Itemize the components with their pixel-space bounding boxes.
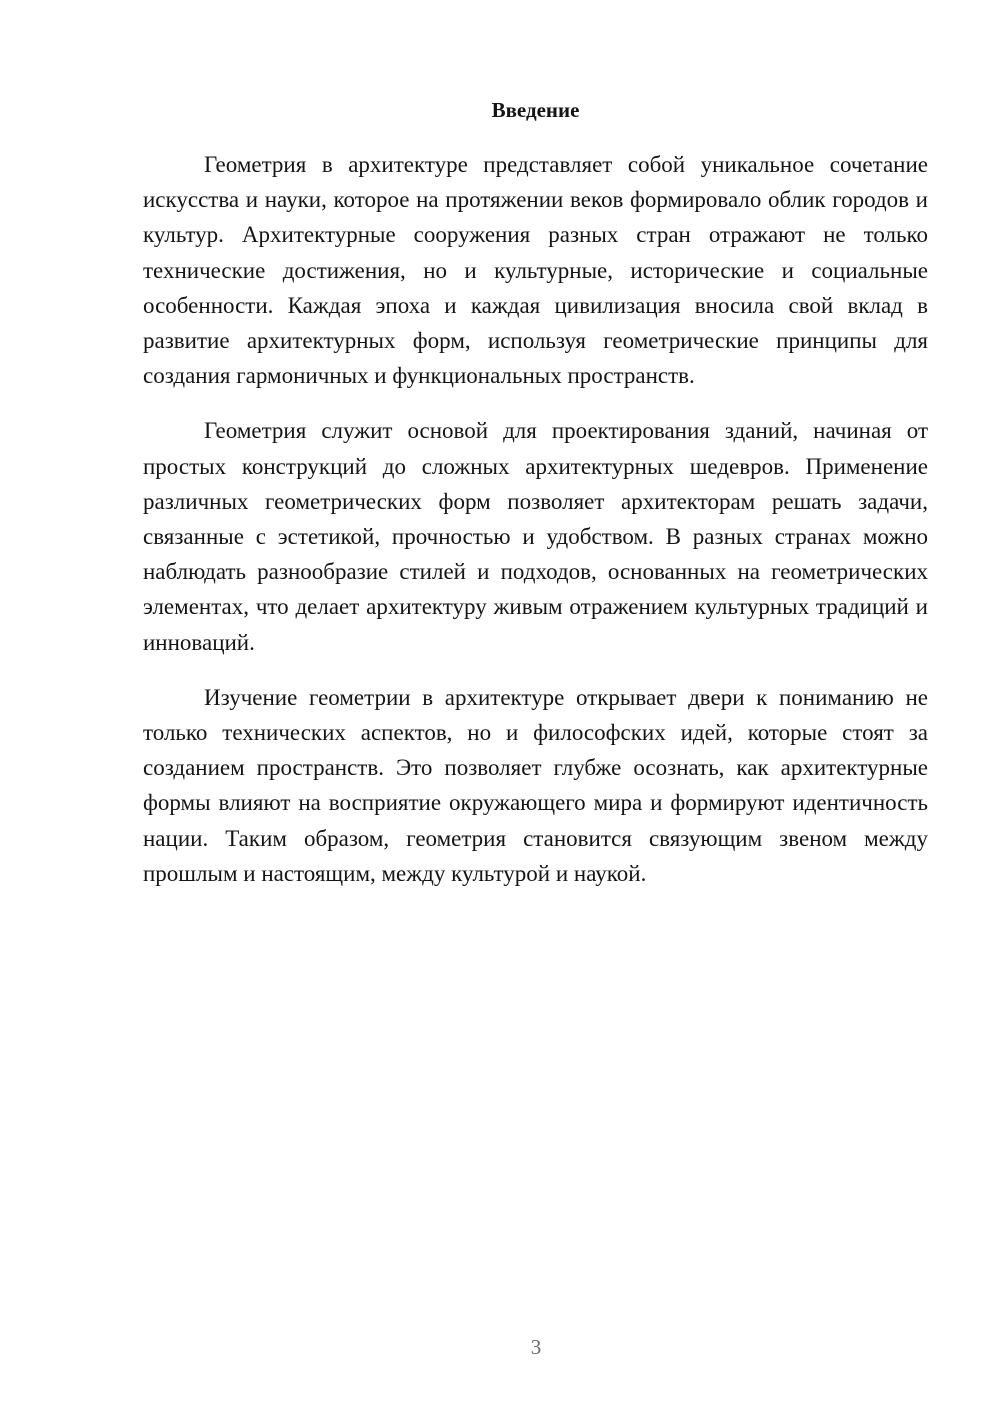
paragraph-3: Изучение геометрии в архитектуре открывает двери к пониманию не только технических аспектов, но и философских идей, которые стоят за созданием пространств. Это позволяет глубже осознать, как архитектурные формы влияют на восприятие окружающего мира и формируют идентичность нации. Таким образом, геометрия становится связующим звеном между прошлым и настоящим, между культурой и наукой. [143, 684, 928, 886]
page-number: 3 [530, 1335, 542, 1359]
page-content [143, 92, 928, 891]
section-heading: Введение [491, 98, 580, 122]
paragraph-2: Геометрия служит основой для проектирования зданий, начиная от простых конструкций до сложных архитектурных шедевров. Применение различных геометрических форм позволяет архитекторам решать задачи, связанные с эстетикой, прочностью и удобством. В разных странах можно наблюдать разнообразие стилей и подходов, основанных на геометрических элементах, что делает архитектуру живым отражением культурных традиций и инноваций. [143, 418, 928, 655]
paragraph-1: Геометрия в архитектуре представляет собой уникальное сочетание искусства и науки, которое на протяжении веков формировало облик городов и культур. Архитектурные сооружения разных стран отражают не только технические достижения, но и культурные, исторические и социальные особенности. Каждая эпоха и каждая цивилизация вносила свой вклад в развитие архитектурных форм, используя геометрические принципы для создания гармоничных и функциональных пространств. [143, 152, 928, 389]
